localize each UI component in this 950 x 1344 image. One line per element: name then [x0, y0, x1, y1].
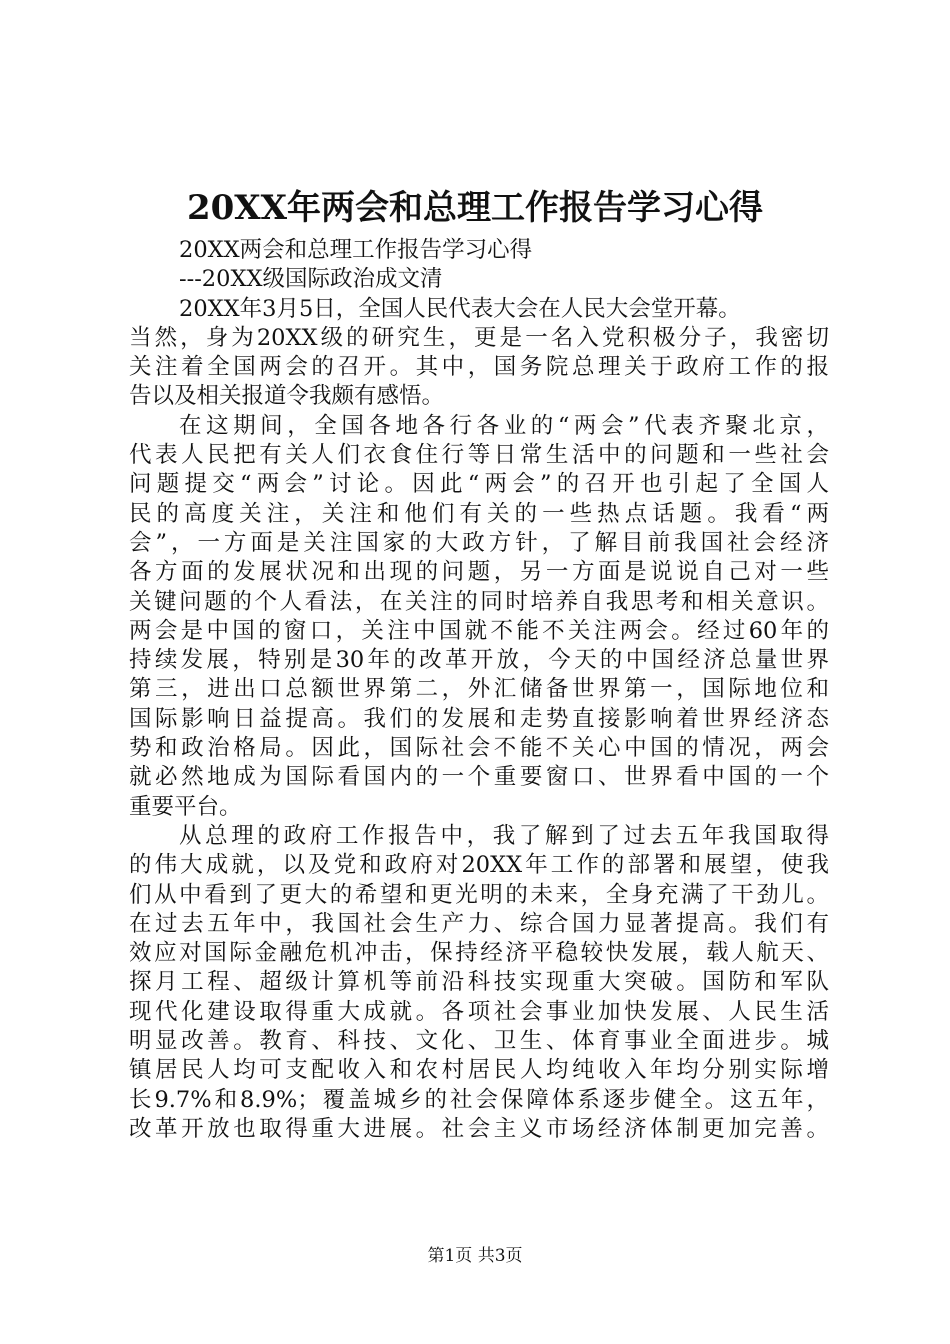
paragraph-1-line: 告以及相关报道令我颇有感悟。 [129, 383, 445, 410]
paragraph-1-line: 关注着全国两会的召开。其中，国务院总理关于政府工作的报 [129, 354, 829, 381]
paragraph-2-line: 问题提交“两会”讨论。因此“两会”的召开也引起了全国人 [129, 471, 829, 498]
paragraph-2-line: 代表人民把有关人们衣食住行等日常生活中的问题和一些社会 [129, 442, 829, 469]
paragraph-2-line: 重要平台。 [129, 793, 242, 820]
paragraph-3-line: 们从中看到了更大的希望和更光明的未来，全身充满了干劲儿。 [129, 881, 829, 908]
document-title: 20XX年两会和总理工作报告学习心得 [186, 188, 764, 228]
paragraph-2-line: 两会是中国的窗口，关注中国就不能不关注两会。经过60年的 [129, 617, 829, 644]
paragraph-2-line: 势和政治格局。因此，国际社会不能不关心中国的情况，两会 [129, 735, 829, 762]
paragraph-3-line: 现代化建设取得重大成就。各项社会事业加快发展、人民生活 [129, 998, 829, 1025]
paragraph-2-line: 就必然地成为国际看国内的一个重要窗口、世界看中国的一个 [129, 764, 829, 791]
paragraph-2-line: 国际影响日益提高。我们的发展和走势直接影响着世界经济态 [129, 705, 829, 732]
paragraph-2-line: 在这期间，全国各地各行各业的“两会”代表齐聚北京， [179, 412, 829, 439]
paragraph-3-line: 效应对国际金融危机冲击，保持经济平稳较快发展，载人航天、 [129, 940, 829, 967]
paragraph-2-line: 会”，一方面是关注国家的大政方针，了解目前我国社会经济 [129, 529, 829, 556]
paragraph-3-line: 明显改善。教育、科技、文化、卫生、体育事业全面进步。城 [129, 1028, 829, 1055]
paragraph-3-line: 镇居民人均可支配收入和农村居民人均纯收入年均分别实际增 [129, 1057, 829, 1084]
paragraph-2-line: 民的高度关注，关注和他们有关的一些热点话题。我看“两 [129, 500, 829, 527]
paragraph-3-line: 的伟大成就，以及党和政府对20XX年工作的部署和展望，使我 [129, 852, 829, 879]
paragraph-2-line: 关键问题的个人看法，在关注的同时培养自我思考和相关意识。 [129, 588, 829, 615]
paragraph-2-line: 持续发展，特别是30年的改革开放，今天的中国经济总量世界 [129, 647, 829, 674]
paragraph-1-line: 当然，身为20XX级的研究生，更是一名入党积极分子，我密切 [129, 324, 829, 351]
paragraph-2-line: 第三，进出口总额世界第二，外汇储备世界第一，国际地位和 [129, 676, 829, 703]
page-number-footer: 第1页 共3页 [427, 1246, 523, 1266]
paragraph-3-line: 探月工程、超级计算机等前沿科技实现重大突破。国防和军队 [129, 969, 829, 996]
paragraph-3-line: 在过去五年中，我国社会生产力、综合国力显著提高。我们有 [129, 910, 829, 937]
paragraph-1-line: 20XX年3月5日，全国人民代表大会在人民大会堂开幕。 [179, 295, 741, 322]
author-line: ---20XX级国际政治成文清 [179, 266, 443, 293]
paragraph-3-line: 长9.7%和8.9%；覆盖城乡的社会保障体系逐步健全。这五年， [129, 1086, 829, 1113]
document-body [129, 236, 829, 1144]
document-subtitle: 20XX两会和总理工作报告学习心得 [179, 237, 533, 263]
paragraph-3-line: 改革开放也取得重大进展。社会主义市场经济体制更加完善。 [129, 1115, 829, 1142]
paragraph-2-line: 各方面的发展状况和出现的问题，另一方面是说说自己对一些 [129, 559, 829, 586]
paragraph-3-line: 从总理的政府工作报告中，我了解到了过去五年我国取得 [179, 822, 829, 849]
